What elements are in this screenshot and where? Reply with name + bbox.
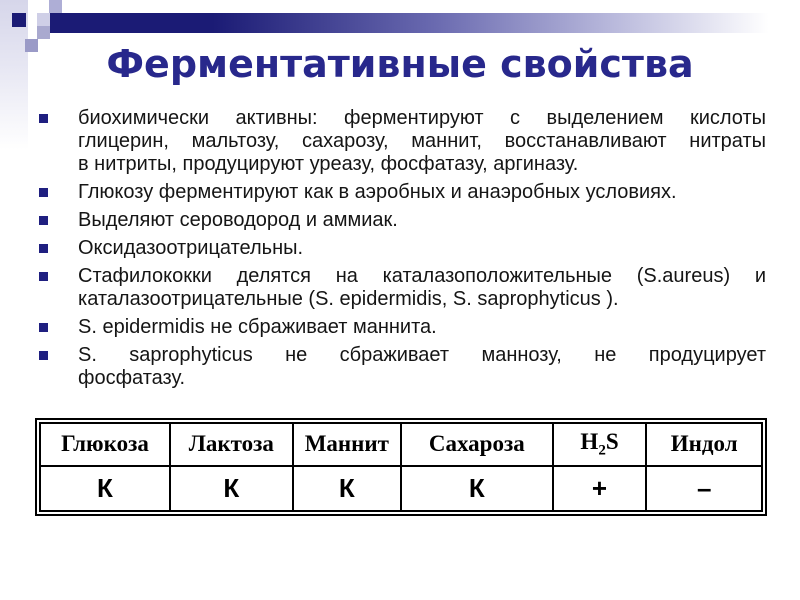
- table-value-row: [40, 466, 762, 511]
- decor-square: [12, 13, 26, 27]
- bullet-square-icon: [39, 272, 48, 281]
- header-cell-mannitol: Маннит: [293, 423, 401, 466]
- bullet-square-icon: [39, 114, 48, 123]
- header-cell-h2s: [553, 423, 647, 466]
- bullet-line: в нитриты, продуцируют уреазу, фосфатазу, аргиназу.: [78, 153, 579, 175]
- value-cell: –: [646, 466, 762, 511]
- bullet-item: [36, 344, 766, 390]
- header-cell-sucrose: Сахароза: [401, 423, 553, 466]
- bullet-line: фосфатазу.: [78, 367, 186, 389]
- bullet-line: Выделяют сероводород и аммиак.: [78, 209, 398, 231]
- top-gradient-bar: [50, 13, 791, 33]
- value-cell: К: [293, 466, 401, 511]
- table-header-row: [40, 423, 762, 466]
- bullet-square-icon: [39, 188, 48, 197]
- bullet-square-icon: [39, 323, 48, 332]
- header-cell-indole: Индол: [646, 423, 762, 466]
- results-table: [35, 418, 767, 516]
- page-title: Ферментативные свойства: [106, 42, 694, 86]
- bullet-line: каталазоотрицательные (S. epidermidis, S. saprophyticus ).: [78, 288, 619, 310]
- slide-body: [36, 107, 766, 395]
- h2s-rest: S: [605, 429, 619, 454]
- h2s-base: H: [580, 429, 599, 454]
- value-cell: +: [553, 466, 647, 511]
- bullet-line: глицерин, мальтозу, сахарозу, маннит, восстанавливают нитраты: [78, 130, 766, 152]
- decor-square: [49, 0, 62, 13]
- value-cell: К: [170, 466, 293, 511]
- bullet-list: [36, 107, 766, 390]
- bullet-line: Глюкозу ферментируют как в аэробных и анаэробных условиях.: [78, 181, 677, 203]
- bullet-item: [36, 237, 766, 260]
- bullet-line: Стафилококки делятся на каталазоположительные (S.aureus) и: [78, 265, 766, 287]
- bullet-item: [36, 209, 766, 232]
- bullet-square-icon: [39, 351, 48, 360]
- bullet-square-icon: [39, 216, 48, 225]
- header-cell-glucose: Глюкоза: [40, 423, 170, 466]
- bullet-item: [36, 107, 766, 176]
- bullet-item: [36, 316, 766, 339]
- value-cell: К: [401, 466, 553, 511]
- bullet-item: [36, 181, 766, 204]
- bullet-line: S. saprophyticus не сбраживает маннозу, не продуцирует: [78, 344, 766, 366]
- bullet-square-icon: [39, 244, 48, 253]
- decor-square: [37, 26, 50, 39]
- bullet-line: S. epidermidis не сбраживает маннита.: [78, 316, 437, 338]
- decor-square: [37, 13, 50, 26]
- value-cell: К: [40, 466, 170, 511]
- h2s-subscript: 2: [598, 442, 606, 459]
- bullet-line: Оксидазоотрицательны.: [78, 237, 304, 259]
- header-cell-lactose: Лактоза: [170, 423, 293, 466]
- bullet-item: [36, 265, 766, 311]
- bullet-line: биохимически активны: ферментируют с выделением кислоты: [78, 107, 766, 129]
